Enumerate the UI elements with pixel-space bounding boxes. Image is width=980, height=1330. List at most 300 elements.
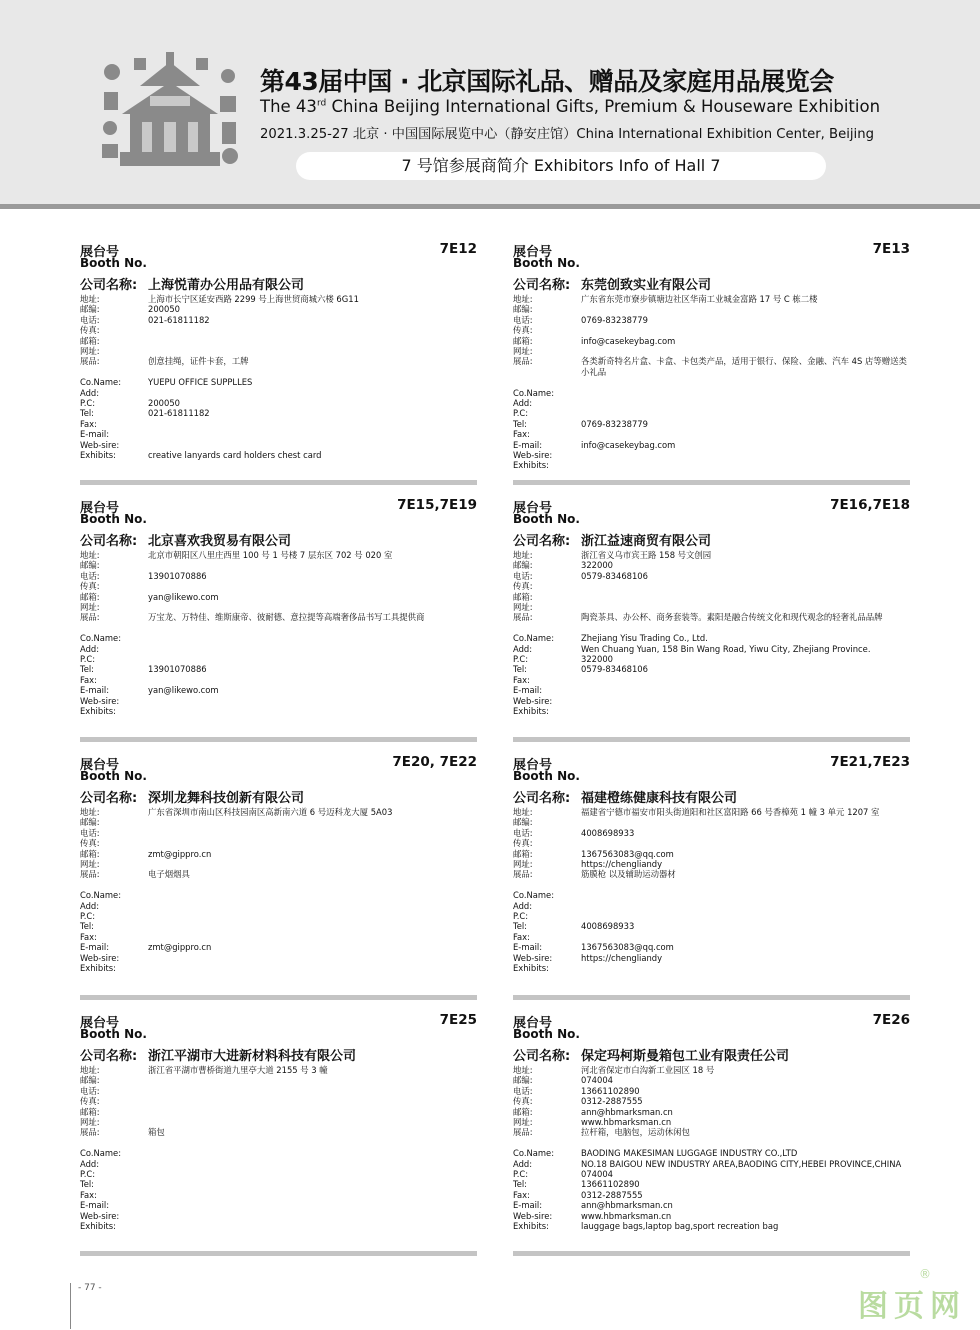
field-label: Exhibits: [513,460,549,471]
card-separator [80,995,477,1000]
field-label: P.C: [80,654,96,665]
field-row-web [80,1117,477,1127]
card-separator [513,995,910,1000]
booth-number: 7E25 [439,1012,477,1028]
booth-number: 7E26 [872,1012,910,1028]
field-row-fax [513,581,910,591]
field-value [148,1086,477,1096]
field-row-co_name [513,388,910,398]
field-label: 展品: [513,612,533,623]
page-margin-bar [70,1283,71,1329]
field-value: ann@hbmarksman.cn [581,1106,673,1117]
field-value: Zhejiang Yisu Trading Co., Ltd. [581,633,708,644]
field-label: 邮编: [513,817,533,828]
field-row-pc [80,911,477,921]
field-value: 0579-83468106 [581,570,648,581]
field-row-exhibits [513,1221,910,1231]
field-label: P.C: [513,1169,529,1180]
field-value: yan@likewo.com [148,685,219,696]
booth-number: 7E16,7E18 [830,497,910,513]
field-row-web [513,346,910,356]
field-label: Co.Name: [513,1148,555,1159]
field-label: Add: [80,387,100,398]
field-label: Web-sire: [80,1210,120,1221]
card-separator [513,480,910,485]
field-value [581,890,910,900]
field-row-zip [513,817,910,827]
field-value: 200050 [148,398,180,409]
field-label: 电话: [513,314,533,325]
company-name: 北京喜欢我贸易有限公司 [148,534,292,549]
field-label: Exhibits: [80,963,116,974]
field-label: 传真: [80,325,100,336]
field-row-exhibits [80,706,477,716]
field-label: 电话: [80,827,100,838]
field-value: info@casekeybag.com [581,335,676,346]
field-value: 13901070886 [148,664,207,675]
booth-label-en: Booth No. [513,256,580,270]
field-value: zmt@gippro.cn [148,848,212,859]
field-label: Add: [80,900,100,911]
date-venue-line: 2021.3.25-27 北京 · 中国国际展览中心（静安庄馆）China International Exhibition Center, Beijing [260,127,874,142]
field-value: 广东省东莞市寮步镇塘边社区华南工业城金富路 17 号 C 栋二楼 [581,294,818,304]
field-label: Fax: [80,418,97,429]
field-label: 网址: [513,346,533,357]
field-label: 展品: [80,1127,100,1138]
field-gap [80,1138,477,1148]
field-row-tel [80,1086,477,1096]
field-row-addr [80,1065,477,1075]
booth-number: 7E15,7E19 [397,497,477,513]
company-label: 公司名称: [80,791,138,806]
booth-label-cn: 展台号 [80,758,120,773]
field-label: 地址: [80,294,100,304]
field-row-add [80,388,477,398]
field-value: yan@likewo.com [148,591,219,602]
field-label: Fax: [80,674,97,685]
field-label: 展品: [513,1127,533,1138]
field-value [581,911,910,921]
field-value [148,911,477,921]
field-label: Co.Name: [80,1148,122,1159]
field-label: P.C: [80,1169,96,1180]
company-label: 公司名称: [80,534,138,549]
field-label: Web-sire: [513,695,553,706]
field-label: 传真: [80,838,100,849]
field-row-addr [80,294,477,304]
field-value: 拉杆箱，电脑包，运动休闲包 [581,1127,690,1138]
field-gap [513,880,910,890]
company-name: 东莞创致实业有限公司 [581,278,712,293]
field-value [148,1159,477,1169]
field-value: 021-61811182 [148,314,210,325]
field-row-add [80,644,477,654]
field-label: Exhibits: [513,963,549,974]
field-value: YUEPU OFFICE SUPPLLES [148,377,253,388]
field-label: E-mail: [513,1200,543,1211]
field-value: 322000 [581,654,613,665]
booth-label-cn: 展台号 [80,245,120,260]
field-value [581,838,910,848]
field-label: 网址: [513,859,533,870]
field-value: 上海市长宁区延安西路 2299 号上海世贸商城六楼 6G11 [148,294,359,304]
field-label: Add: [513,1158,533,1169]
field-row-exhibits [513,706,910,716]
field-value: 创意挂绳，证件卡套，工牌 [148,356,249,367]
field-label: P.C: [513,911,529,922]
booth-label-en: Booth No. [80,256,147,270]
field-label: Fax: [513,931,530,942]
field-row-fax_en [80,419,477,429]
field-value: https://chengliandy [581,952,663,963]
booth-label-cn: 展台号 [80,501,120,516]
booth-number: 7E21,7E23 [830,754,910,770]
field-value: www.hbmarksman.cn [581,1117,672,1128]
field-label: E-mail: [513,439,543,450]
field-row-website [80,1211,477,1221]
field-label: Tel: [513,921,527,932]
field-label: 邮编: [80,304,100,315]
field-row-email_en [513,440,910,450]
field-value [148,440,477,450]
field-value: 200050 [148,304,180,315]
field-row-products [80,1127,477,1137]
field-row-fax [80,581,477,591]
field-label: E-mail: [80,1200,110,1211]
field-row-add [513,644,910,654]
field-label: Web-sire: [513,952,553,963]
company-label: 公司名称: [513,534,571,549]
field-label: Tel: [80,408,94,419]
field-value [148,654,477,664]
field-value: 13661102890 [581,1179,640,1190]
field-row-add [513,1159,910,1169]
booth-label-en: Booth No. [513,1027,580,1041]
field-row-tel_en [80,664,477,674]
registered-mark: ® [919,1267,931,1281]
field-label: Fax: [80,931,97,942]
field-row-email [513,592,910,602]
field-label: 邮编: [513,304,533,315]
field-row-fax_en [513,932,910,942]
field-row-addr [80,807,477,817]
field-label: 邮箱: [80,335,100,346]
field-value: 074004 [581,1169,613,1180]
field-label: 电话: [513,570,533,581]
field-row-fax_en [513,1190,910,1200]
field-row-products [80,356,477,366]
field-row-fax_en [80,675,477,685]
field-label: E-mail: [513,685,543,696]
field-row-email_en [513,942,910,952]
field-value [148,696,477,706]
field-label: Co.Name: [80,633,122,644]
field-value [148,1107,477,1117]
field-row-products [513,1127,910,1137]
field-row-add [513,398,910,408]
field-value: 0769-83238779 [581,418,648,429]
field-label: 邮箱: [80,1106,100,1117]
field-row-exhibits [80,963,477,973]
field-row-tel_en [513,664,910,674]
field-label: 邮箱: [513,335,533,346]
field-row-pc [513,654,910,664]
field-label: 地址: [513,807,533,817]
field-row-pc [513,1169,910,1179]
field-row-zip [80,304,477,314]
company-name: 福建橙练健康科技有限公司 [581,791,738,806]
field-value [148,817,477,827]
field-row-fax [513,1096,910,1106]
field-row-tel_en [80,921,477,931]
field-row-zip [80,560,477,570]
field-value: 0769-83238779 [581,314,648,325]
field-label: Fax: [513,674,530,685]
field-value [581,325,910,335]
field-value: zmt@gippro.cn [148,942,212,953]
booth-label-en: Booth No. [513,512,580,526]
field-value [581,429,910,439]
field-row-co_name [80,890,477,900]
field-value [581,388,910,398]
field-value [581,398,910,408]
field-row-tel_en [513,921,910,931]
field-label: Add: [513,398,533,409]
field-row-exhibits [80,450,477,460]
field-value [148,921,477,931]
company-label: 公司名称: [513,791,571,806]
field-row-email_en [80,429,477,439]
field-label: P.C: [513,654,529,665]
field-gap [513,623,910,633]
field-value [148,346,477,356]
field-row-email [513,1107,910,1117]
field-value [148,429,477,439]
field-label: 电话: [80,570,100,581]
field-row-email_en [513,1200,910,1210]
field-value [148,706,477,716]
company-label: 公司名称: [513,278,571,293]
field-label: 传真: [513,581,533,592]
field-label: Web-sire: [513,1210,553,1221]
field-value: 021-61811182 [148,408,210,419]
booth-label-cn: 展台号 [513,1016,553,1031]
field-value [148,901,477,911]
field-label: Web-sire: [80,439,120,450]
field-row-exhibits [513,460,910,470]
exhibitor-fields [513,550,910,716]
field-label: Exhibits: [80,706,116,717]
field-row-products [513,356,910,377]
field-value [581,346,910,356]
field-row-website [80,953,477,963]
field-label: Co.Name: [513,633,555,644]
exhibitor-fields [80,294,477,460]
card-separator [80,737,477,742]
company-label: 公司名称: [80,1049,138,1064]
field-value: www.hbmarksman.cn [581,1210,672,1221]
booth-label-cn: 展台号 [513,245,553,260]
field-value [148,953,477,963]
field-value [148,644,477,654]
field-label: 电话: [80,314,100,325]
card-separator [513,737,910,742]
field-label: Co.Name: [80,890,122,901]
field-row-addr [80,550,477,560]
exhibitor-fields [513,1065,910,1231]
field-label: Exhibits: [80,1221,116,1232]
field-value: 各类新奇特名片盒、卡盒、卡包类产品，适用于银行、保险、金融、汽车 4S 店等赠送类小礼品 [581,356,907,377]
company-label: 公司名称: [513,1049,571,1064]
field-row-email_en [80,942,477,952]
booth-label-cn: 展台号 [513,758,553,773]
field-row-tel [80,828,477,838]
field-row-tel_en [80,408,477,418]
field-value [148,1211,477,1221]
field-label: Co.Name: [80,377,122,388]
field-label: 网址: [80,346,100,357]
hall-banner: 7 号馆参展商简介 Exhibitors Info of Hall 7 [296,152,826,180]
field-row-tel [80,571,477,581]
field-row-tel_en [513,1179,910,1189]
field-value [148,1096,477,1106]
watermark-logo: 图页网 [858,1289,966,1324]
field-label: E-mail: [80,685,110,696]
exhibition-logo [100,52,240,174]
field-value: 北京市朝阳区八里庄西里 100 号 1 号楼 7 层东区 702 号 020 室 [148,550,393,560]
field-row-pc [80,654,477,664]
exhibitor-fields [80,1065,477,1231]
field-row-co_name [80,377,477,387]
field-label: 邮箱: [513,1106,533,1117]
field-value [148,1179,477,1189]
exhibitor-fields [513,807,910,973]
field-label: 电话: [513,1085,533,1096]
field-row-fax [513,838,910,848]
field-value [581,304,910,314]
field-row-exhibits [80,1221,477,1231]
field-row-website [80,696,477,706]
field-value [148,388,477,398]
field-label: Tel: [80,1179,94,1190]
field-row-fax_en [513,429,910,439]
field-label: 邮箱: [513,591,533,602]
field-value [148,890,477,900]
field-label: Web-sire: [80,952,120,963]
field-row-exhibits [513,963,910,973]
field-row-fax_en [80,932,477,942]
field-row-web [80,859,477,869]
field-row-tel_en [80,1179,477,1189]
field-value: Wen Chuang Yuan, 158 Bin Wang Road, Yiwu City, Zhejiang Province. [581,643,871,654]
field-value [148,838,477,848]
field-row-tel_en [513,419,910,429]
field-row-email [80,336,477,346]
field-value [581,932,910,942]
field-label: Tel: [80,921,94,932]
field-row-addr [513,550,910,560]
field-value [148,675,477,685]
field-label: 传真: [80,581,100,592]
field-row-addr [513,1065,910,1075]
field-label: 传真: [513,1096,533,1107]
field-value: 广东省深圳市南山区科技园南区高新南六道 6 号迈科龙大厦 5A03 [148,807,393,817]
field-value [581,706,910,716]
field-label: Fax: [80,1189,97,1200]
field-value: 13661102890 [581,1085,640,1096]
field-row-tel [80,315,477,325]
field-label: Tel: [80,664,94,675]
field-value: 箱包 [148,1127,165,1138]
field-label: 邮编: [80,560,100,571]
header-rule [0,204,980,209]
field-row-addr [513,807,910,817]
field-label: E-mail: [80,429,110,440]
field-row-fax [80,1096,477,1106]
field-label: Tel: [513,418,527,429]
field-value [581,602,910,612]
field-label: 网址: [80,602,100,613]
field-label: Add: [80,1158,100,1169]
field-label: 电话: [80,1085,100,1096]
field-row-products [80,612,477,622]
field-label: Fax: [513,1189,530,1200]
field-value [148,581,477,591]
field-value: info@casekeybag.com [581,439,676,450]
field-row-pc [513,408,910,418]
field-row-fax [80,838,477,848]
field-row-email [513,336,910,346]
booth-label-en: Booth No. [80,1027,147,1041]
field-value [148,1221,477,1231]
field-row-tel [513,828,910,838]
field-row-addr [513,294,910,304]
field-value [148,633,477,643]
field-row-tel [513,571,910,581]
field-value: 074004 [581,1075,613,1086]
field-value: 筋膜枪 以及辅助运动器材 [581,869,676,880]
field-value [148,1169,477,1179]
field-row-web [513,1117,910,1127]
field-row-website [80,440,477,450]
field-value: 电子烟烟具 [148,869,190,880]
field-gap [513,1138,910,1148]
booth-number: 7E20, 7E22 [392,754,477,770]
card-separator [80,480,477,485]
field-value [148,1117,477,1127]
booth-label-en: Booth No. [80,512,147,526]
field-label: 展品: [513,356,533,367]
field-value [148,963,477,973]
field-label: E-mail: [513,942,543,953]
field-row-email_en [80,1200,477,1210]
field-row-add [513,901,910,911]
field-row-email [80,1107,477,1117]
field-row-pc [80,1169,477,1179]
field-row-email_en [80,685,477,695]
company-name: 深圳龙舞科技创新有限公司 [148,791,305,806]
field-row-pc [80,398,477,408]
field-row-web [513,602,910,612]
field-value [581,817,910,827]
field-row-zip [80,1075,477,1085]
field-value: 1367563083@qq.com [581,848,674,859]
field-label: 网址: [80,1117,100,1128]
field-row-fax_en [80,1190,477,1200]
field-row-co_name [80,1148,477,1158]
field-label: Co.Name: [513,890,555,901]
field-label: 邮编: [513,1075,533,1086]
